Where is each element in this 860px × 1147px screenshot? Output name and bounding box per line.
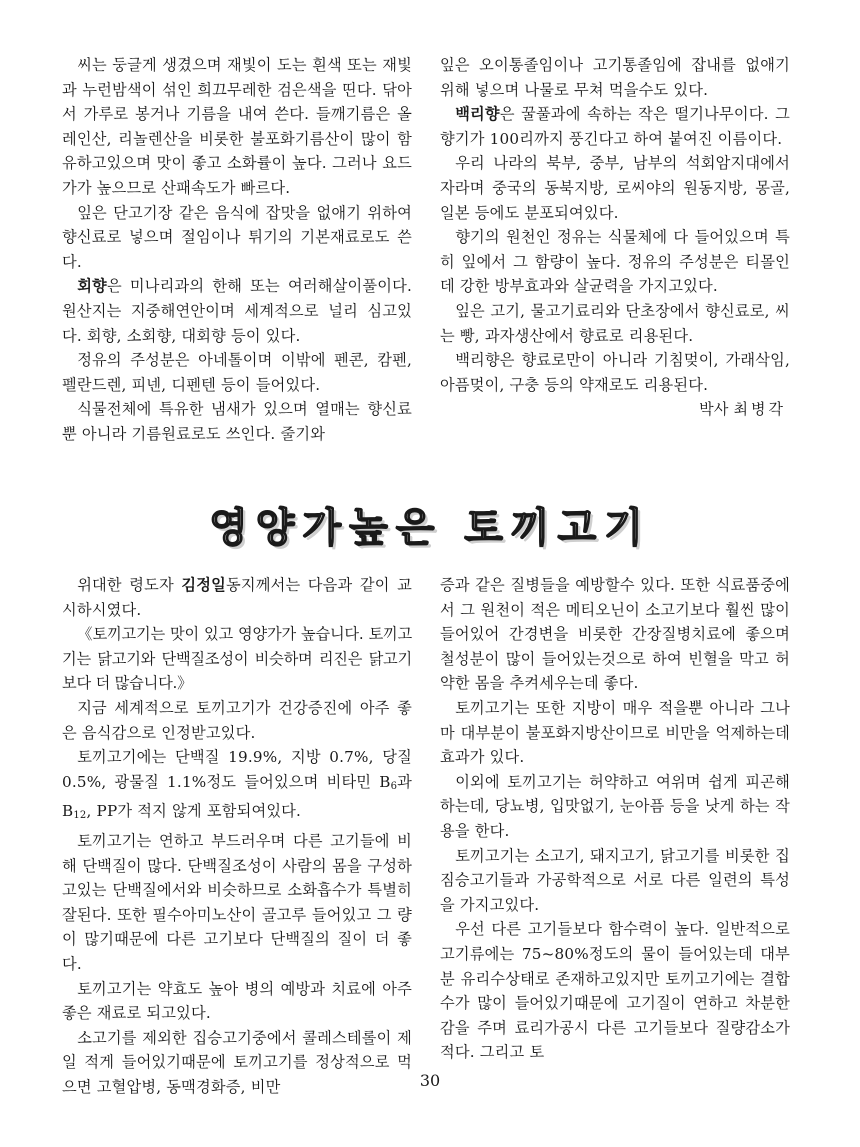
paragraph: 증과 같은 질병들을 예방할수 있다. 또한 식료품중에서 그 원천이 적은 메티오닌이 소고기보다 훨씬 많이 들어있어 간경변을 비롯한 간장질병치료에 좋으며 철성분이 많이 들어있는것으로 하여 빈혈을 막고 허약한 몸을 추켜세우는데 좋다. bbox=[440, 576, 790, 693]
author-byline bbox=[440, 397, 790, 422]
paragraph: 정유의 주성분은 아네톨이며 이밖에 펜콘, 캄펜, 펠란드렌, 피넨, 디펜텐 등이 들어있다. bbox=[62, 351, 412, 394]
paragraph: 식물전체에 특유한 냄새가 있으며 열매는 향신료뿐 아니라 기름원료로도 쓰인다. 줄기와 bbox=[62, 400, 412, 443]
paragraph-text: 과 B bbox=[62, 772, 412, 821]
paragraph: 잎은 고기, 물고기료리와 단초장에서 향신료로, 씨는 빵, 과자생산에서 향료로 리용된다. bbox=[440, 301, 790, 345]
top-left-column bbox=[62, 53, 412, 447]
paragraph: 향기의 원천인 정유는 식물체에 다 들어있으며 특히 잎에서 그 함량이 높다. 정유의 주성분은 티몰인데 강한 방부효과와 살균력을 가지고있다. bbox=[440, 228, 790, 296]
paragraph: 씨는 둥글게 생겼으며 재빛이 도는 흰색 또는 재빛과 누런밤색이 섞인 희끄무레한 검은색을 띤다. 닦아서 가루로 봉거나 기름을 내여 쓴다. 들깨기름은 올레인산, 리놀렌산을 비롯한 불포화기름산이 많이 함유하고있으며 맛이 좋고 소화률이 높다. 그러나 요드가가 높으므로 산패속도가 빠르다. bbox=[62, 56, 412, 197]
paragraph: 토끼고기는 소고기, 돼지고기, 닭고기를 비롯한 집짐승고기들과 가공학적으로 서로 다른 일련의 특성을 가지고있다. bbox=[440, 846, 790, 914]
paragraph: 잎은 오이통졸임이나 고기통졸임에 잡내를 없애기 위해 넣으며 나물로 무쳐 먹을수도 있다. bbox=[440, 56, 790, 99]
term-heading: 회향 bbox=[77, 277, 107, 296]
paragraph bbox=[62, 745, 412, 829]
quotation: 《토끼고기는 맛이 있고 영양가가 높습니다. 토끼고기는 닭고기와 단백질조성이 비슷하며 리진은 닭고기보다 더 많습니다.》 bbox=[62, 625, 412, 693]
leader-name: 김정일 bbox=[181, 576, 226, 594]
author-title: 박사 bbox=[699, 400, 729, 419]
paragraph bbox=[440, 102, 790, 151]
top-right-column bbox=[440, 53, 790, 422]
paragraph: 지금 세계적으로 토끼고기가 건강증진에 아주 좋은 음식감으로 인정받고있다. bbox=[62, 698, 412, 742]
paragraph-text: 위대한 령도자 bbox=[77, 576, 182, 594]
paragraph: 우리 나라의 북부, 중부, 남부의 석회암지대에서 자라며 중국의 동북지방, 로씨야의 원동지방, 몽골, 일본 등에도 분포되여있다. bbox=[440, 154, 790, 222]
paragraph: 이외에 토끼고기는 허약하고 여위며 쉽게 피곤해하는데, 당뇨병, 입맛없기, 눈아픔 등을 낫게 하는 작용을 한다. bbox=[440, 772, 790, 840]
bottom-left-column bbox=[62, 573, 412, 1099]
subscript: 6 bbox=[390, 780, 398, 792]
paragraph bbox=[62, 573, 412, 622]
bottom-right-column bbox=[440, 573, 790, 1065]
paragraph: 우선 다른 고기들보다 함수력이 높다. 일반적으로 고기류에는 75~80%정도의 물이 들어있는데 대부분 유리수상태로 존재하고있지만 토끼고기에는 결합수가 많이 들어있기때문에 고기질이 연하고 차분한 감을 주며 료리가공시 다른 고기들보다 질량감소가 적다. 그리고 토 bbox=[440, 920, 790, 1062]
paragraph: 잎은 단고기장 같은 음식에 잡맛을 없애기 위하여 향신료로 넣으며 절임이나 튀기의 기본재료로도 쓴다. bbox=[62, 203, 412, 271]
paragraph: 토끼고기는 또한 지방이 매우 적을뿐 아니라 그나마 대부분이 불포화지방산이므로 비만을 억제하는데 효과가 있다. bbox=[440, 698, 790, 767]
paragraph-text: 동지께서는 다음과 같이 교시하시였다. bbox=[62, 576, 412, 619]
paragraph-text: 은 꿀풀과에 속하는 작은 떨기나무이다. 그 향기가 100리까지 풍긴다고 하여 붙여진 이름이다. bbox=[440, 105, 790, 148]
paragraph: 토끼고기는 약효도 높아 병의 예방과 치료에 아주 좋은 재료로 되고있다. bbox=[62, 979, 412, 1023]
paragraph-text: , PP가 적지 않게 포함되여있다. bbox=[86, 802, 302, 821]
paragraph-text: 은 미나리과의 한해 또는 여러해살이풀이다. 원산지는 지중해연안이며 세계적으로 널리 심고있다. 회향, 소회향, 대회향 등이 있다. bbox=[62, 277, 412, 345]
paragraph bbox=[62, 274, 412, 348]
author-name: 최병각 bbox=[733, 400, 786, 419]
term-heading: 백리향 bbox=[455, 105, 500, 124]
page-number: 30 bbox=[419, 1071, 441, 1090]
article-title: 영양가높은 토끼고기 bbox=[209, 505, 651, 551]
paragraph: 백리향은 향료로만이 아니라 기침멎이, 가래삭임, 아픔멎이, 구충 등의 약재로도 리용된다. bbox=[440, 351, 790, 394]
subscript: 12 bbox=[73, 810, 87, 822]
paragraph-text: 토끼고기에는 단백질 19.9%, 지방 0.7%, 당질 0.5%, 광물질 1.1%정도 들어있으며 비타민 B bbox=[62, 748, 412, 791]
paragraph: 소고기를 제외한 집승고기중에서 콜레스테롤이 제일 적게 들어있기때문에 토끼고기를 정상적으로 먹으면 고혈압병, 동맥경화증, 비만 bbox=[62, 1028, 412, 1096]
paragraph: 토끼고기는 연하고 부드러우며 다른 고기들에 비해 단백질이 많다. 단백질조성이 사람의 몸을 구성하고있는 단백질에서와 비슷하므로 소화흡수가 특별히 잘된다. 또한 필수아미노산이 골고루 들어있고 그 량이 많기때문에 다른 고기보다 단백질의 질이 더 좋다. bbox=[62, 831, 412, 973]
